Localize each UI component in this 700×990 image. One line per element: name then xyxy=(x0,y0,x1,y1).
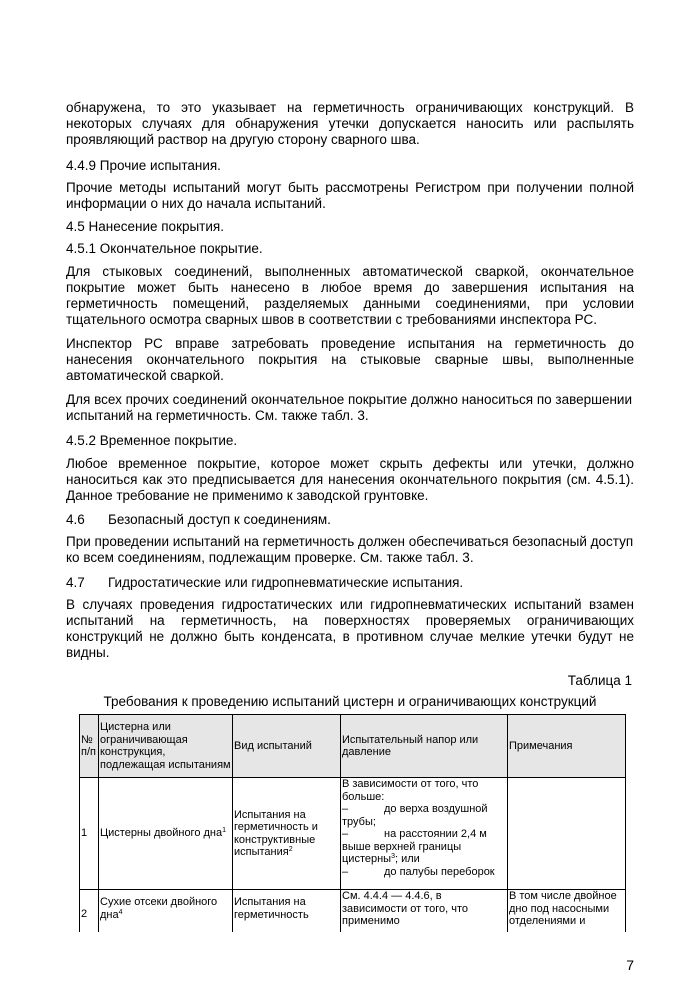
dash-marker: – xyxy=(342,828,349,840)
header-structure: Цистерна или ограничивающая конструкция, подлежащая испытаниям xyxy=(99,715,233,778)
header-test-pressure: Испытательный напор или давление xyxy=(341,715,508,778)
heading-4-5-2: 4.5.2 Временное покрытие. xyxy=(66,433,238,448)
dash-marker: – xyxy=(342,803,349,815)
row1-test-type-text: Испытания на герметичность и конструктивные испытания xyxy=(234,808,318,858)
header-number: № п/п xyxy=(80,715,99,778)
paragraph-safe-access: При проведении испытаний на герметичность должен обеспечиваться безопасный доступ ко всем соединениям, подлежащим проверке. См. также табл. 3. xyxy=(66,534,634,565)
page-number: 7 xyxy=(626,957,634,973)
row1-pressure-item xyxy=(342,828,506,866)
row1-number: 1 xyxy=(80,778,99,890)
paragraph-butt-joints: Для стыковых соединений, выполненных автоматической сваркой, окончательное покрытие может быть нанесено в любое время до завершения испытания на герметичность помещений, разделяемых данными соединениями, при условии тщательного осмотра сварных швов в соответствии с требованиями инспектора РС. xyxy=(66,264,634,327)
row1-pressure-item2-end: ; или xyxy=(394,853,420,865)
paragraph-inspector: Инспектор РС вправе затребовать проведение испытания на герметичность до нанесения окончательного покрытия на стыковые сварные швы, выполненные автоматической сваркой. xyxy=(66,336,634,383)
row2-test-type: Испытания на герметичность xyxy=(233,890,341,940)
heading-4-5-1: 4.5.1 Окончательное покрытие. xyxy=(66,241,263,256)
row1-pressure-item1: до верха воздушной трубы; xyxy=(342,803,488,828)
row1-pressure-item3: до палубы переборок xyxy=(384,865,495,878)
heading-4-7 xyxy=(66,575,463,591)
row1-pressure-item2: на расстоянии 2,4 м выше верхней границы цистерны xyxy=(342,828,487,865)
heading-4-6-text: Безопасный доступ к соединениям. xyxy=(108,512,331,527)
page-cut-mask xyxy=(0,932,700,952)
table-header-row xyxy=(80,715,626,778)
requirements-table xyxy=(79,714,626,940)
header-notes: Примечания xyxy=(508,715,626,778)
paragraph-hydrostatic: В случаях проведения гидростатических или гидропневматических испытаний взамен испытаний на герметичность, на поверхностях проверяемых ограничивающих конструкций не должно быть конденсата, в противном случае мелкие утечки будут не видны. xyxy=(66,597,634,660)
row1-structure xyxy=(99,778,233,890)
heading-4-6 xyxy=(66,512,331,528)
table-label: Таблица 1 xyxy=(567,673,632,688)
row1-pressure-item xyxy=(342,803,506,828)
row2-structure-text: Сухие отсеки двойного дна xyxy=(100,896,218,921)
table-row xyxy=(80,778,626,890)
paragraph-other-tests: Прочие методы испытаний могут быть рассмотрены Регистром при получении полной информации о них до начала испытаний. xyxy=(66,180,634,211)
table-title: Требования к проведению испытаний цистерн и ограничивающих конструкций xyxy=(103,694,597,709)
header-test-type: Вид испытаний xyxy=(233,715,341,778)
row1-structure-text: Цистерны двойного дна xyxy=(100,827,223,840)
heading-4-7-text: Гидростатические или гидропневматические испытания. xyxy=(108,575,464,590)
footnote-4: 4 xyxy=(118,908,123,916)
paragraph-other-joints: Для всех прочих соединений окончательное покрытие должно наноситься по завершении испытаний на герметичность. См. также табл. 3. xyxy=(66,392,633,423)
row1-notes xyxy=(508,778,626,890)
row1-test-type xyxy=(233,778,341,890)
row1-pressure-item xyxy=(342,866,506,879)
row2-test-pressure: См. 4.4.4 — 4.4.6, в зависимости от того, что применимо xyxy=(341,890,508,940)
paragraph-intro: обнаружена, то это указывает на герметичность ограничивающих конструкций. В некоторых случаях для обнаружения утечки допускается наносить или распылять проявляющий раствор на другую сторону сварного шва. xyxy=(66,100,634,147)
footnote-3: 3 xyxy=(391,853,395,860)
row1-test-pressure xyxy=(341,778,508,890)
heading-4-4-9: 4.4.9 Прочие испытания. xyxy=(66,158,221,173)
row2-notes: В том числе двойное дно под насосными отделениями и xyxy=(508,890,626,940)
dash-marker: – xyxy=(342,865,349,878)
heading-4-6-number: 4.6 xyxy=(66,512,85,527)
footnote-2: 2 xyxy=(288,846,293,853)
heading-4-7-number: 4.7 xyxy=(66,575,85,590)
row2-number: 2 xyxy=(80,890,99,940)
row1-pressure-intro: В зависимости от того, что больше: xyxy=(342,778,479,803)
heading-4-5: 4.5 Нанесение покрытия. xyxy=(66,219,224,234)
paragraph-temporary-coating: Любое временное покрытие, которое может скрыть дефекты или утечки, должно наноситься как это предписывается для нанесения окончательного покрытия (см. 4.5.1). Данное требование не применимо к заводской грунтовке. xyxy=(66,456,634,503)
footnote-1: 1 xyxy=(222,827,227,835)
